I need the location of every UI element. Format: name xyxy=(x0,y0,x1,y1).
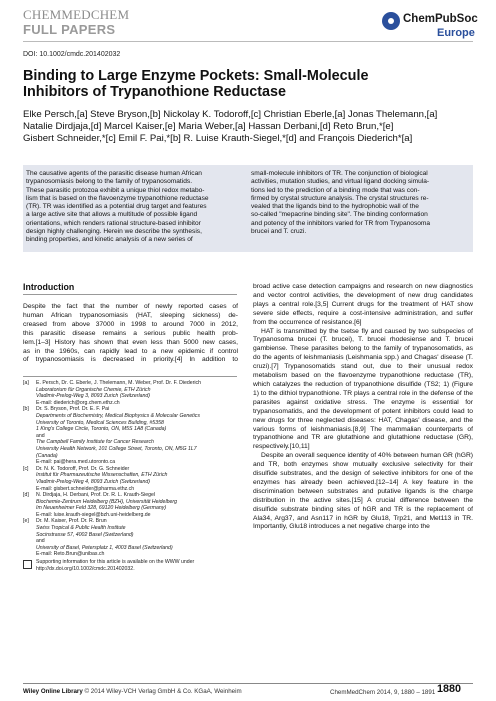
affiliation-entry xyxy=(23,380,238,406)
body-line: human African trypanosomiasis (HAT, sleeping sickness) de- xyxy=(23,311,238,319)
affiliation-line: Dr. N. K. Todoroff, Prof. Dr. G. Schneider xyxy=(36,465,130,472)
publisher-logo xyxy=(382,12,477,40)
abstract-line: binding properties, and kinetic analysis of a new series of xyxy=(26,236,193,243)
affiliation-line: Biochemie-Zentrum Heidelberg (BZH), Universität Heidelberg xyxy=(36,498,177,505)
copyright: © 2014 Wiley-VCH Verlag GmbH & Co. KGaA, Weinheim xyxy=(82,688,242,695)
affiliation-line: The Campbell Family Institute for Cancer Research xyxy=(36,439,154,446)
affiliation-line: (Canada) xyxy=(36,452,58,459)
body-paragraph: HAT is transmitted by the tsetse fly and caused by two subspecies of Trypanosoma brucei (T. brucei), T. brucei rhodesiense and T. brucei gambiense. These parasites belong to the family of trypanosomatids, as do the agents of leishmaniasis (Leishmania spp.) and Chagas' disease (T. cruzi).[7] Trypanosomatids stand out, due to their unusual redox metabolism based on the flavoenzyme trypanothione reductase (TR), which catalyzes the reduction of trypanothione disulfide (TS2; 1) (Figure 1) to the dithiol trypanothione. TR plays a central role in the defense of the parasites against oxidative stress. The enzyme is essential for trypanosomatids, and the development of potent inhibitors could lead to new drugs for three neglected diseases: HAT, Chagas' disease, and the various forms of leishmaniasis.[8,9] The mammalian counterparts of trypanothione and TR are glutathione and glutathione reductase (GR), respectively.[10,11] xyxy=(253,327,473,451)
affiliation-line[interactable]: E-mail: diederich@org.chem.ethz.ch xyxy=(36,399,120,406)
logo-text: ChemPubSoc xyxy=(403,13,478,25)
affiliation-line: University of Basel, Petersplatz 1, 4003 Basel (Switzerland) xyxy=(36,544,173,551)
article-title xyxy=(23,68,463,100)
affiliation-line: and xyxy=(36,432,45,439)
affiliation-line: E. Persch, Dr. C. Eberle, J. Thelemann, M. Weber, Prof. Dr. F. Diederich xyxy=(36,380,202,386)
affiliation-line: N. Dirdjaja, H. Derbani, Prof. Dr. R. L. Krauth-Siegel xyxy=(36,492,156,499)
abstract-line: so-called "mepacrine binding site". The binding conformation xyxy=(251,211,428,219)
body-line: this parasitic disease remains a serious public health prob- xyxy=(23,329,238,337)
abstract-line: orientations, which renders rational structure-based inhibitor xyxy=(26,219,201,227)
doi[interactable]: DOI: 10.1002/cmdc.201402032 xyxy=(23,51,121,58)
chempubsoc-logo-icon xyxy=(382,12,400,30)
affiliation-line: Vladimir-Prelog-Weg 4, 8093 Zurich (Switzerland) xyxy=(36,478,150,485)
affiliations xyxy=(23,380,238,572)
body-line: lem.[1–3] History has shown that even less than 5000 new cases, xyxy=(23,338,238,346)
abstract-line: vealed that the ligands bind to the hydrophobic wall of the xyxy=(251,203,419,210)
affiliation-line[interactable]: E-mail: gisbert.schneider@pharma.ethz.ch xyxy=(36,485,135,492)
affiliation-line: Vladimir-Prelog-Weg 3, 8093 Zurich (Switzerland) xyxy=(36,393,150,400)
abstract-right-column xyxy=(251,170,469,236)
affiliation-line[interactable]: E-mail: Reto.Brun@unibas.ch xyxy=(36,551,105,558)
affiliation-line: Im Neuenheimer Feld 328, 69120 Heidelberg (Germany) xyxy=(36,505,167,512)
body-line: creased from above 37000 in 1998 to around 7000 in 2012, xyxy=(23,320,238,328)
affiliation-line[interactable]: E-mail: luise.krauth-siegel@bzh.uni-heidelberg.de xyxy=(36,511,151,518)
body-paragraph: broad active case detection campaigns and research on new diagnostics and vector control activities, the development of new drug candidates plays a central role.[3,5] Current drugs for the treatment of HAT show severe side effects, require a cost-intensive administration, and suffer from the occurrence of resistance.[6] xyxy=(253,283,473,326)
abstract-line: brucei and T. cruzi. xyxy=(251,227,307,235)
author-line: Natalie Dirdjaja,[d] Marcel Kaiser,[e] Maria Weber,[a] Hassan Derbani,[d] Reto Brun,*[e] xyxy=(23,121,394,132)
affiliation-label: [a] xyxy=(23,380,29,386)
body-line: Despite the fact that the number of newly reported cases of xyxy=(23,303,238,310)
affiliation-line: Departments of Biochemistry, Medical Biophysics & Molecular Genetics xyxy=(36,412,200,419)
abstract-line: small-molecule inhibitors of TR. The conjunction of biological xyxy=(251,170,428,177)
intro-right-column xyxy=(253,283,473,532)
abstract-left-column xyxy=(26,170,244,244)
affiliation-line: and xyxy=(36,538,45,545)
abstract-line: (TR). TR was identified as a potential drug target and features xyxy=(26,203,207,210)
affiliation-line: Swiss Tropical & Public Health Institute xyxy=(36,525,126,532)
abstract-line: and potency of the inhibitors varied for TR from Trypanosoma xyxy=(251,219,431,227)
title-line: Binding to Large Enzyme Pockets: Small-Molecule xyxy=(23,68,369,84)
footer-publisher xyxy=(23,688,242,695)
page-number: 1880 xyxy=(437,683,462,695)
supporting-info[interactable] xyxy=(23,559,238,572)
body-line: of trypanosomiasis is decreased in priority.[4] In addition to xyxy=(23,356,238,364)
affiliation-entry xyxy=(23,518,238,558)
affiliation-entry xyxy=(23,466,238,492)
author-list xyxy=(23,109,473,145)
supporting-info-line: Supporting information for this article is available on the WWW under xyxy=(36,559,195,566)
abstract-line: a large active site that allows a multitude of possible ligand xyxy=(26,211,198,219)
abstract-line: tions led to the prediction of a binding mode that was con- xyxy=(251,186,420,194)
abstract-line: The causative agents of the parasitic disease human African xyxy=(26,170,202,177)
affiliation-label: [e] xyxy=(23,518,29,525)
abstract-line: activities, mutation studies, and virtual ligand docking simula- xyxy=(251,178,430,186)
affiliation-line: University Health Network, 101 College Street, Toronto, ON, M5G 1L7 xyxy=(36,445,197,452)
affiliation-label: [c] xyxy=(23,465,29,472)
author-line: Gisbert Schneider,*[c] Emil F. Pai,*[b] R. Luise Krauth-Siegel,*[d] and François Diederich*[a] xyxy=(23,133,413,144)
affiliation-divider xyxy=(23,376,237,377)
footer-divider xyxy=(23,683,473,684)
affiliation-label: [b] xyxy=(23,406,29,413)
body-paragraph: Despite an overall sequence identity of 40% between human GR (hGR) and TR, both enzymes show mutually exclusive selectivity for their disulfide substrates, and the design of selective inhibitors for one of the enzymes has already been achieved.[12–14] A key feature in the discrimination between substrates and putative ligands is the charge distribution in the active sites.[15] A crucial difference between the disulfide substrate binding sites of hGR and TR is the replacement of Ala34, Arg37, and Asn117 in hGR by Glu18, Trp21, and Met113 in TR. Importantly, Glu18 introduces a net negative charge into the xyxy=(253,452,473,531)
author-line: Elke Persch,[a] Steve Bryson,[b] Nickolay K. Todoroff,[c] Christian Eberle,[a] Jonas Thelemann,[a] xyxy=(23,109,438,120)
intro-left-column xyxy=(23,303,238,365)
affiliation-line: Institut für Pharmazeutische Wissenschaften, ETH Zürich xyxy=(36,472,168,479)
abstract-line: firmed by crystal structure analysis. The crystal structures re- xyxy=(251,194,429,202)
abstract-line: These parasitic protozoa exhibit a unique thiol redox metabo- xyxy=(26,186,205,194)
affiliation-entry xyxy=(23,406,238,465)
logo-subtext: Europe xyxy=(437,27,475,39)
wiley-online-library-link[interactable]: Wiley Online Library xyxy=(23,688,83,695)
abstract-line: lism that is based on the flavoenzyme trypanothione reductase xyxy=(26,194,209,202)
body-line: as in the 1960s, can rapidly lead to a new epidemic if control xyxy=(23,347,238,355)
document-icon xyxy=(23,560,32,569)
title-line: Inhibitors of Trypanothione Reductase xyxy=(23,84,287,100)
abstract-line: trypanosomiasis belong to the family of trypanosomatids. xyxy=(26,178,193,186)
journal-name: CHEMMEDCHEM xyxy=(23,7,130,22)
abstract xyxy=(23,165,473,252)
affiliation-line: Socinstrasse 57, 4002 Basel (Switzerland) xyxy=(36,531,134,538)
citation: ChemMedChem 2014, 9, 1880 – 1891 xyxy=(330,689,436,696)
affiliation-line: Dr. M. Kaiser, Prof. Dr. R. Brun xyxy=(36,518,107,525)
affiliation-line: University of Toronto, Medical Sciences Building, #5358 xyxy=(36,419,164,426)
abstract-line: design highly challenging. Herein we describe the synthesis, xyxy=(26,227,202,235)
affiliation-line: Dr. S. Bryson, Prof. Dr. E. F. Pai xyxy=(36,406,110,413)
supporting-info-line: http://dx.doi.org/10.1002/cmdc.201402032. xyxy=(36,565,135,572)
section-label: FULL PAPERS xyxy=(23,22,116,37)
affiliation-line: 1 King's College Circle, Toronto, ON, M5S 1A8 (Canada) xyxy=(36,426,167,433)
affiliation-entry xyxy=(23,492,238,518)
header-divider xyxy=(23,41,473,42)
affiliation-label: [d] xyxy=(23,492,29,499)
affiliation-line[interactable]: E-mail: pai@hera.med.utoronto.ca xyxy=(36,459,116,466)
section-heading: Introduction xyxy=(23,282,75,292)
heading-underline xyxy=(23,294,237,295)
affiliation-line: Laboratorium für Organische Chemie, ETH Zürich xyxy=(36,386,151,393)
